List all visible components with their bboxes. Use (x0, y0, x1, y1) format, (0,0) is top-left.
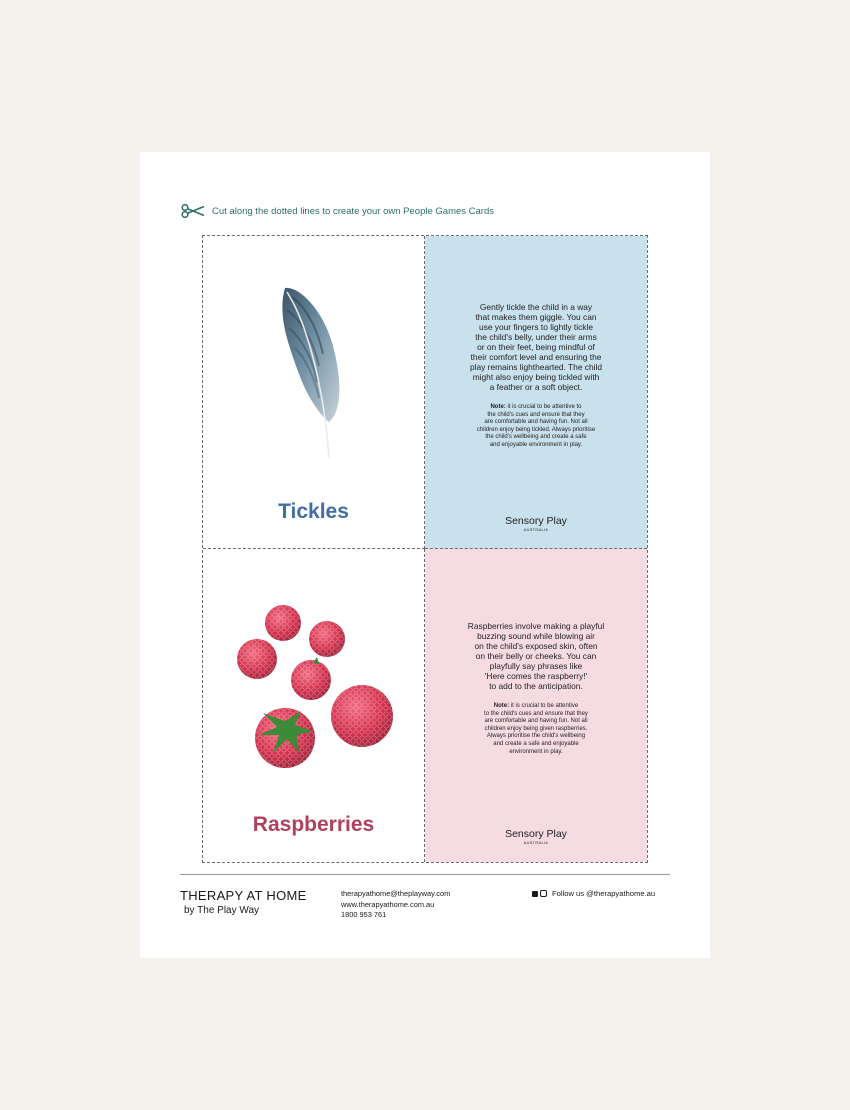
description-line: use your fingers to lightly tickle (478, 322, 594, 332)
sensory-play-logo (425, 828, 647, 845)
note-line: Always prioritise the child's wellbeing (486, 733, 586, 740)
card-title-raspberries: Raspberries (252, 813, 375, 836)
description-line: their comfort level and ensuring the (470, 352, 602, 362)
footer-website: www.therapyathome.com.au (341, 899, 435, 909)
footer-brand-sub: by The Play Way (184, 905, 260, 916)
brand-sub: AUSTRALIA (523, 841, 549, 845)
cut-instruction (180, 204, 494, 218)
note-line: it is crucial to be attentive (510, 703, 579, 709)
description-line: on the child's exposed skin, often (474, 641, 598, 651)
note-line: the child's wellbeing and create a safe (485, 434, 587, 441)
card-description-tickles (449, 302, 623, 392)
footer-brand-main: THERAPY AT HOME (180, 888, 307, 903)
footer-social-text: Follow us @therapyathome.au (552, 889, 656, 898)
description-line: a feather or a soft object. (489, 382, 583, 392)
footer-contact (341, 889, 450, 921)
footer-divider (180, 874, 670, 875)
description-line: the child's belly, under their arms (475, 332, 597, 342)
footer-brand (180, 888, 307, 916)
sensory-play-logo (425, 515, 647, 532)
cut-instruction-text: Cut along the dotted lines to create your own People Games Cards (212, 205, 494, 217)
description-line: that makes them giggle. You can (475, 312, 597, 322)
note-line: are comfortable and having fun. Not all (484, 718, 588, 725)
card-grid (202, 235, 648, 863)
description-line: or on their feet, being mindful of (477, 342, 595, 352)
description-line: to add to the anticipation. (489, 681, 583, 691)
brand-sub: AUSTRALIA (523, 528, 549, 532)
note-line: it is crucial to be attentive to (507, 404, 582, 410)
brand-name: Sensory Play (505, 515, 567, 527)
card-back-raspberries (425, 549, 647, 862)
facebook-icon (532, 891, 538, 897)
description-line: might also enjoy being tickled with (472, 372, 600, 382)
description-line: Gently tickle the child in a way (479, 302, 593, 312)
note-line: the child's cues and ensure that they (487, 411, 585, 418)
footer-email: therapyathome@theplayway.com (341, 889, 451, 898)
description-line: 'Here comes the raspberry!' (484, 671, 588, 681)
note-line: are comfortable and having fun. Not all (484, 419, 588, 426)
footer-social (532, 889, 655, 898)
note-label: Note: (493, 703, 510, 709)
description-line: buzzing sound while blowing air (477, 631, 595, 641)
note-line: children enjoy being tickled. Always prioritise (476, 426, 596, 433)
card-note-raspberries (451, 703, 621, 756)
card-title-tickles: Tickles (278, 500, 349, 523)
note-line: and create a safe and enjoyable (493, 740, 579, 747)
note-label: Note: (490, 404, 506, 410)
note-line: environment in play. (509, 748, 563, 755)
description-line: play remains lighthearted. The child (469, 362, 603, 372)
card-description-raspberries (449, 621, 623, 691)
footer-phone: 1800 953 761 (341, 910, 387, 920)
note-line: children enjoy being given raspberries. (484, 725, 588, 732)
card-back-tickles (425, 236, 647, 549)
scissors-icon (180, 204, 206, 218)
brand-name: Sensory Play (505, 828, 567, 840)
card-front-raspberries (203, 549, 425, 862)
note-line: to the child's cues and ensure that they (484, 710, 588, 717)
card-note-tickles (451, 404, 621, 450)
instagram-icon (540, 890, 547, 897)
note-line: and enjoyable environment in play. (489, 441, 583, 448)
feather-illustration (203, 236, 425, 476)
printable-sheet (140, 152, 710, 958)
raspberries-illustration (203, 549, 425, 789)
card-front-tickles (203, 236, 425, 549)
description-line: Raspberries involve making a playful (467, 621, 605, 631)
description-line: playfully say phrases like (489, 661, 583, 671)
description-line: on their belly or cheeks. You can (475, 651, 597, 661)
